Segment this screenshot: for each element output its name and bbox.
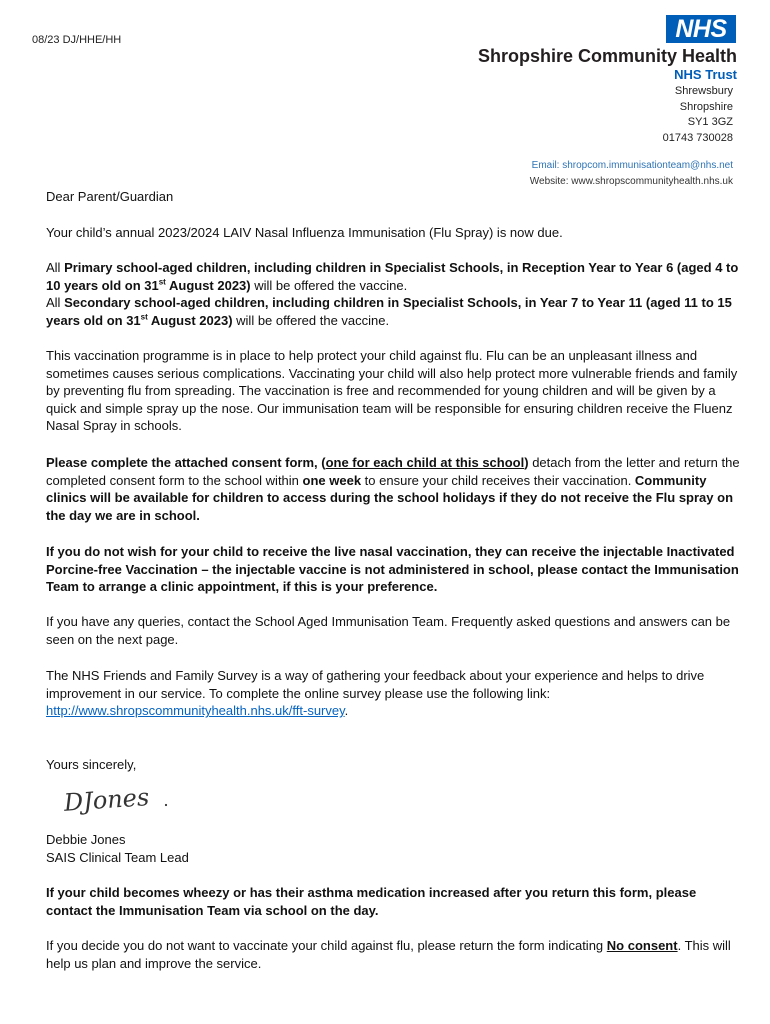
closing: Yours sincerely, xyxy=(46,757,137,772)
address-line: Shrewsbury xyxy=(674,85,733,97)
injectable-paragraph: If you do not wish for your child to receive the live nasal vaccination, they can receive the injectable Inactivated Porcine-free Vaccination – the injectable vaccine is not administered in school, please contact the Immunisation Team to arrange a clinic appointment, if this is your preference. xyxy=(46,544,739,595)
intro-paragraph: Your child’s annual 2023/2024 LAIV Nasal Influenza Immunisation (Flu Spray) is now due. xyxy=(46,225,563,240)
eligibility-paragraph xyxy=(46,259,746,329)
organisation-name: Shropshire Community Health xyxy=(477,46,737,66)
address-line: Shropshire xyxy=(679,100,733,113)
secondary-eligibility: All Secondary school-aged children, including children in Specialist Schools, in Year 7 to Year 11 (aged 11 to 15 years old on 31st August 2023) will be offered the vaccine. xyxy=(46,295,732,328)
document-reference: 08/23 DJ/HHE/HH xyxy=(32,34,122,46)
website-line[interactable]: Website: www.shropscommunityhealth.nhs.uk xyxy=(529,176,733,187)
nhs-logo: NHS xyxy=(666,15,736,43)
queries-paragraph: If you have any queries, contact the School Aged Immunisation Team. Frequently asked questions and answers can be seen on the next page. xyxy=(46,614,731,647)
signature-image xyxy=(46,772,178,828)
primary-eligibility: All Primary school-aged children, including children in Specialist Schools, in Reception Year to Year 6 (aged 4 to 10 years old on 31st August 2023) will be offered the vaccine. xyxy=(46,260,739,293)
address-line: SY1 3GZ xyxy=(687,116,733,128)
signatory-name: Debbie Jones xyxy=(46,832,126,847)
email-line[interactable]: Email: shropcom.immunisationteam@nhs.net xyxy=(531,160,733,171)
wheezy-paragraph: If your child becomes wheezy or has their asthma medication increased after you return this form, please contact the Immunisation Team via school on the day. xyxy=(46,885,697,918)
consent-paragraph: Please complete the attached consent form, (one for each child at this school) detach from the letter and return the completed consent form to the school within one week to ensure your child receives their vaccination. Community clinics will be available for children to access during the school holidays if they do not receive the Flu spray on the day we are in school. xyxy=(46,455,740,523)
contact-block xyxy=(530,158,733,190)
signatory-title: SAIS Clinical Team Lead xyxy=(46,849,189,865)
survey-paragraph: The NHS Friends and Family Survey is a way of gathering your feedback about your experience and helps to drive improvement in our service. To complete the online survey please use the following link: http://www.shropscommunityhealth.nhs.uk/fft-survey. xyxy=(46,668,705,719)
salutation: Dear Parent/Guardian xyxy=(46,189,174,204)
no-consent-paragraph: If you decide you do not want to vaccinate your child against flu, please return the form indicating No consent. This will help us plan and improve the service. xyxy=(46,938,731,971)
organisation-subtitle: NHS Trust xyxy=(674,67,737,82)
address-block xyxy=(663,84,733,146)
signature-dot xyxy=(165,804,167,806)
survey-link[interactable]: http://www.shropscommunityhealth.nhs.uk/fft-survey xyxy=(46,703,345,719)
signatory-block xyxy=(46,831,746,866)
phone-number: 01743 730028 xyxy=(662,131,733,144)
signature-text: DJones xyxy=(62,783,151,817)
programme-paragraph: This vaccination programme is in place to help protect your child against flu. Flu can be an unpleasant illness and sometimes causes serious complications. Vaccinating your child will also help protect more vulnerable friends and family by preventing flu from spreading. The vaccination is free and recommended for young children and will be given by a quick and simple spray up the nose. Our immunisation team will be responsible for ensuring children receive the Fluenz Nasal Spray in schools. xyxy=(46,348,738,434)
